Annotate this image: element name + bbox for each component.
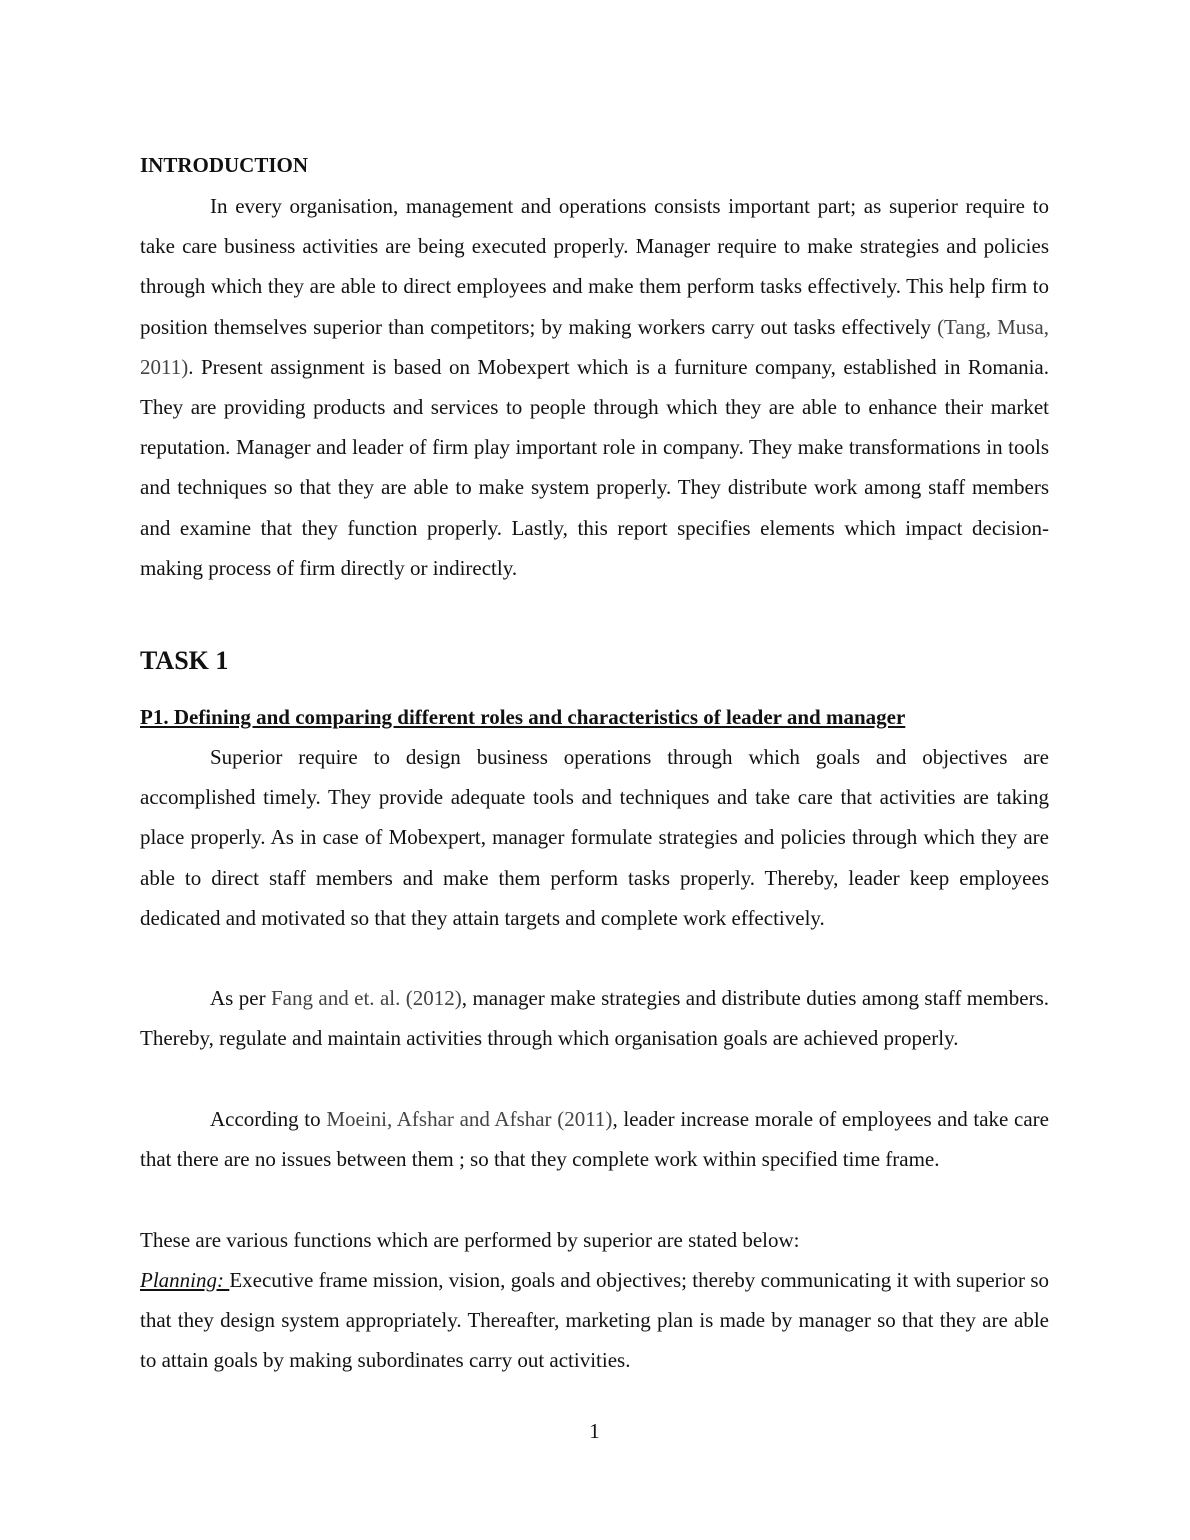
planning-paragraph (140, 1260, 1049, 1381)
p1-subheading: P1. Defining and comparing different roles and characteristics of leader and manager (140, 705, 906, 729)
introduction-text-part2: . Present assignment is based on Mobexpert which is a furniture company, established in Romania. They are providing products and services to people through which they are able to enhance their market reputation. Manager and leader of firm play important role in company. They make transformations in tools and techniques so that they are able to make system properly. They distribute work among staff members and examine that they function properly. Lastly, this report specifies elements which impact decision-making process of firm directly or indirectly. (140, 354, 1049, 580)
p1-paragraph-3-rest: , leader increase morale of employees and take care that there are no issues between them ; so that they complete work within specified time frame. (140, 1107, 1049, 1172)
p1-paragraph-3 (140, 1099, 1049, 1179)
introduction-heading: INTRODUCTION (140, 153, 309, 177)
citation-tang-musa: (Tang, Musa, 2011) (140, 314, 1049, 379)
p1-paragraph-3-lead: According to (210, 1107, 327, 1131)
p1-paragraph-2 (140, 978, 1049, 1058)
citation-moeini: Moeini, Afshar and Afshar (2011) (326, 1107, 613, 1131)
introduction-paragraph (140, 186, 1049, 588)
p1-paragraph-1: Superior require to design business operations through which goals and objectives are accomplished timely. They provide adequate tools and techniques and take care that activities are taking place properly. As in case of Mobexpert, manager formulate strategies and policies through which they are able to direct staff members and make them perform tasks properly. Thereby, leader keep employees dedicated and motivated so that they attain targets and complete work effectively. (140, 745, 1049, 930)
functions-intro: These are various functions which are performed by superior are stated below: (140, 1228, 800, 1252)
introduction-text-part1: In every organisation, management and operations consists important part; as superior require to take care business activities are being executed properly. Manager require to make strategies and policies through which they are able to direct employees and make them perform tasks effectively. This help firm to position themselves superior than competitors; by making workers carry out tasks effectively (140, 194, 1049, 339)
page-number: 1 (589, 1419, 600, 1443)
p1-paragraph-2-rest: , manager make strategies and distribute duties among staff members. Thereby, regulate and maintain activities through which organisation goals are achieved properly. (140, 986, 1049, 1051)
planning-text: Executive frame mission, vision, goals and objectives; thereby communicating it with superior so that they design system appropriately. Thereafter, marketing plan is made by manager so that they are able to attain goals by making subordinates carry out activities. (140, 1268, 1049, 1373)
task-1-heading: TASK 1 (140, 646, 229, 675)
citation-fang: Fang and et. al. (2012) (271, 986, 462, 1010)
p1-paragraph-2-lead: As per (210, 986, 271, 1010)
planning-label: Planning: (140, 1268, 230, 1292)
